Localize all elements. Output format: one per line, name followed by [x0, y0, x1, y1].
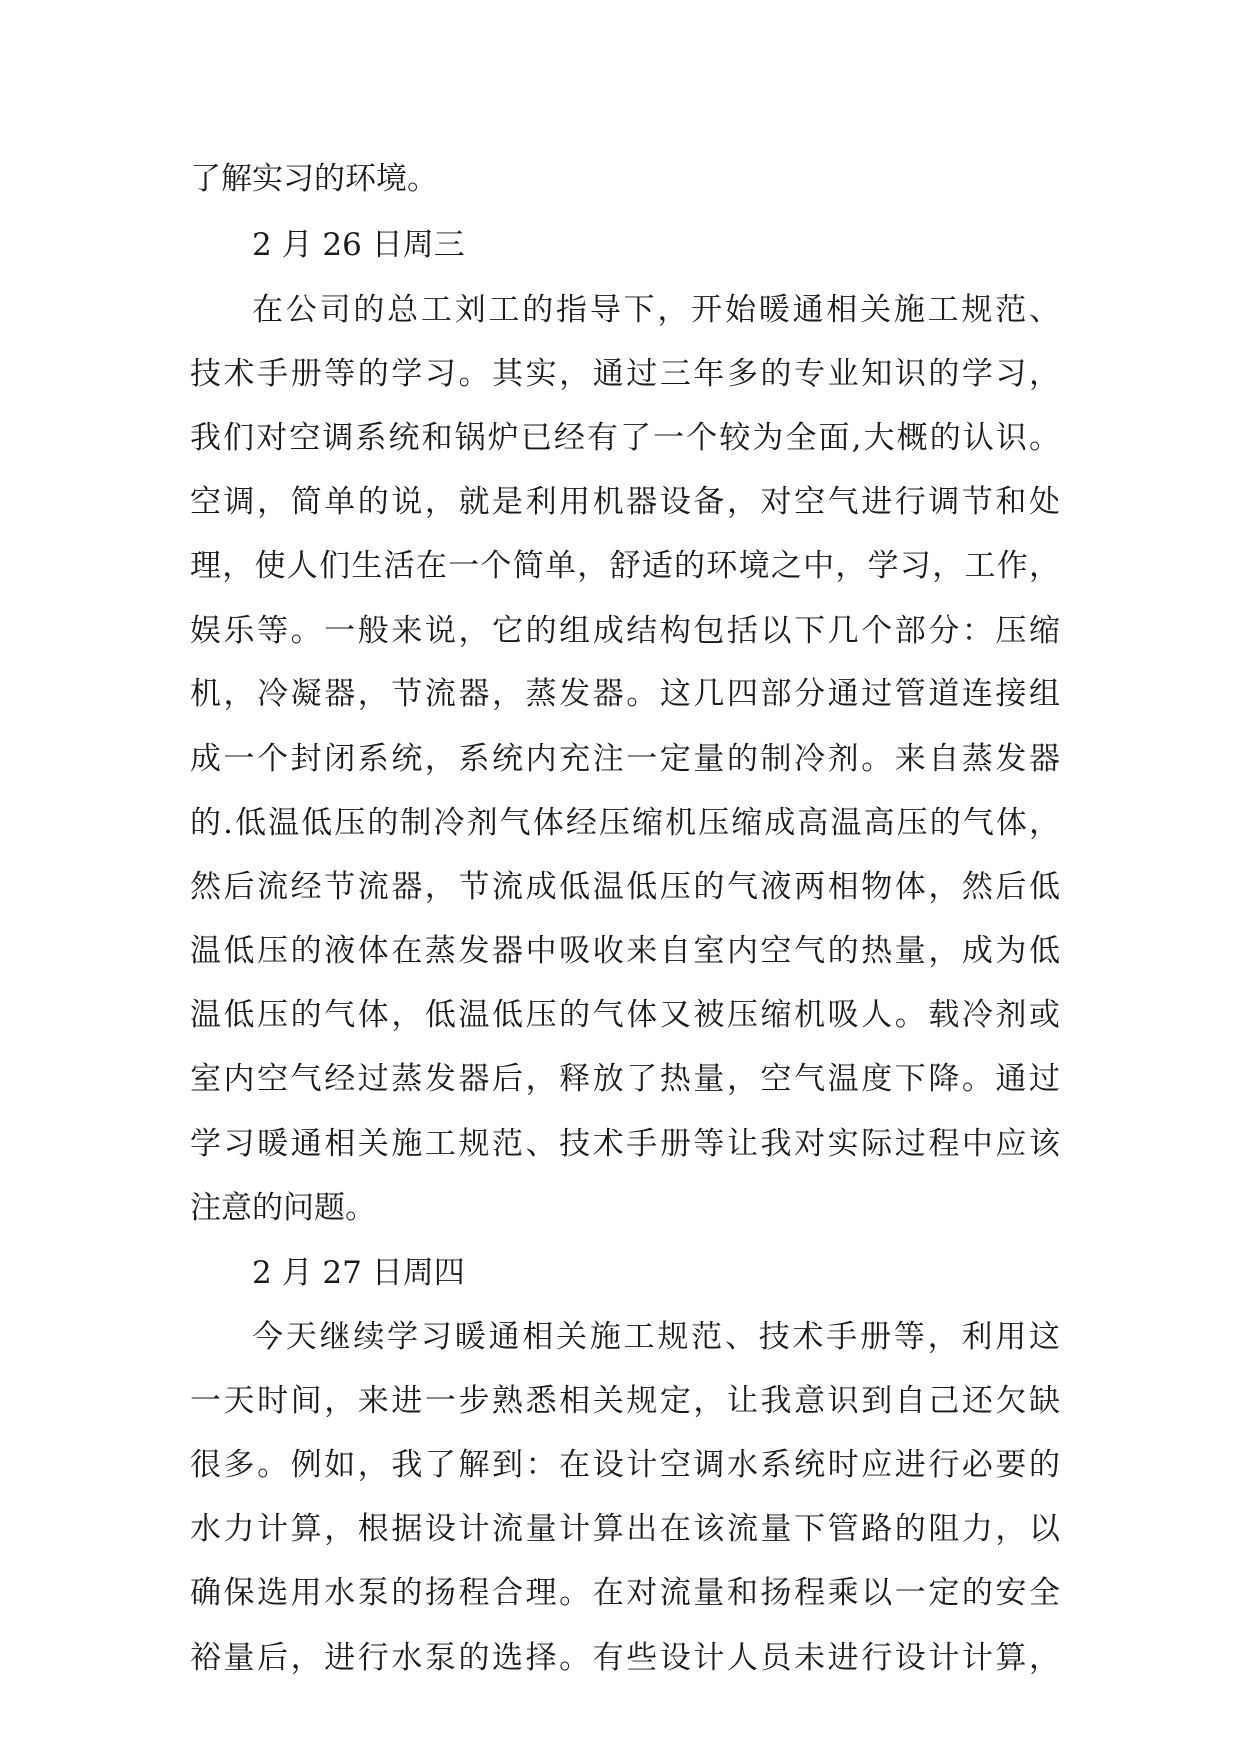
paragraph-line: 在公司的总工刘工的指导下，开始暖通相关施工规范、 [252, 292, 1060, 328]
paragraph-line-last: 注意的问题。 [190, 1190, 376, 1226]
paragraph-line: 然后流经节流器，节流成低温低压的气液两相物体，然后低 [190, 869, 1060, 905]
paragraph-line: 空调，简单的说，就是利用机器设备，对空气进行调节和处 [190, 484, 1060, 520]
paragraph-line-continuation: 了解实习的环境。 [190, 161, 438, 197]
date-heading-feb-26: 2 月 26 日周三 [252, 227, 465, 263]
paragraph-line: 理，使人们生活在一个简单，舒适的环境之中，学习，工作， [190, 548, 1060, 584]
paragraph-line: 今天继续学习暖通相关施工规范、技术手册等，利用这 [252, 1319, 1060, 1355]
paragraph-line: 娱乐等。一般来说，它的组成结构包括以下几个部分：压缩 [190, 613, 1060, 649]
paragraph-line: 室内空气经过蒸发器后，释放了热量，空气温度下降。通过 [190, 1061, 1060, 1097]
paragraph-line: 的.低温低压的制冷剂气体经压缩机压缩成高温高压的气体， [190, 805, 1060, 841]
date-heading-feb-27: 2 月 27 日周四 [252, 1255, 465, 1291]
paragraph-line: 确保选用水泵的扬程合理。在对流量和扬程乘以一定的安全 [190, 1575, 1060, 1611]
paragraph-line: 水力计算，根据设计流量计算出在该流量下管路的阻力，以 [190, 1511, 1060, 1547]
paragraph-line: 技术手册等的学习。其实，通过三年多的专业知识的学习， [190, 356, 1060, 392]
paragraph-line: 成一个封闭系统，系统内充注一定量的制冷剂。来自蒸发器 [190, 741, 1060, 777]
paragraph-line: 很多。例如，我了解到：在设计空调水系统时应进行必要的 [190, 1447, 1060, 1483]
paragraph-line: 裕量后，进行水泵的选择。有些设计人员未进行设计计算， [190, 1640, 1060, 1676]
paragraph-line: 我们对空调系统和锅炉已经有了一个较为全面,大概的认识。 [190, 420, 1060, 456]
paragraph-line: 温低压的气体，低温低压的气体又被压缩机吸人。载冷剂或 [190, 997, 1060, 1033]
paragraph-line: 温低压的液体在蒸发器中吸收来自室内空气的热量，成为低 [190, 933, 1060, 969]
paragraph-line: 学习暖通相关施工规范、技术手册等让我对实际过程中应该 [190, 1126, 1060, 1162]
paragraph-line: 机，冷凝器，节流器，蒸发器。这几四部分通过管道连接组 [190, 676, 1060, 712]
paragraph-line: 一天时间，来进一步熟悉相关规定，让我意识到自己还欠缺 [190, 1383, 1060, 1419]
